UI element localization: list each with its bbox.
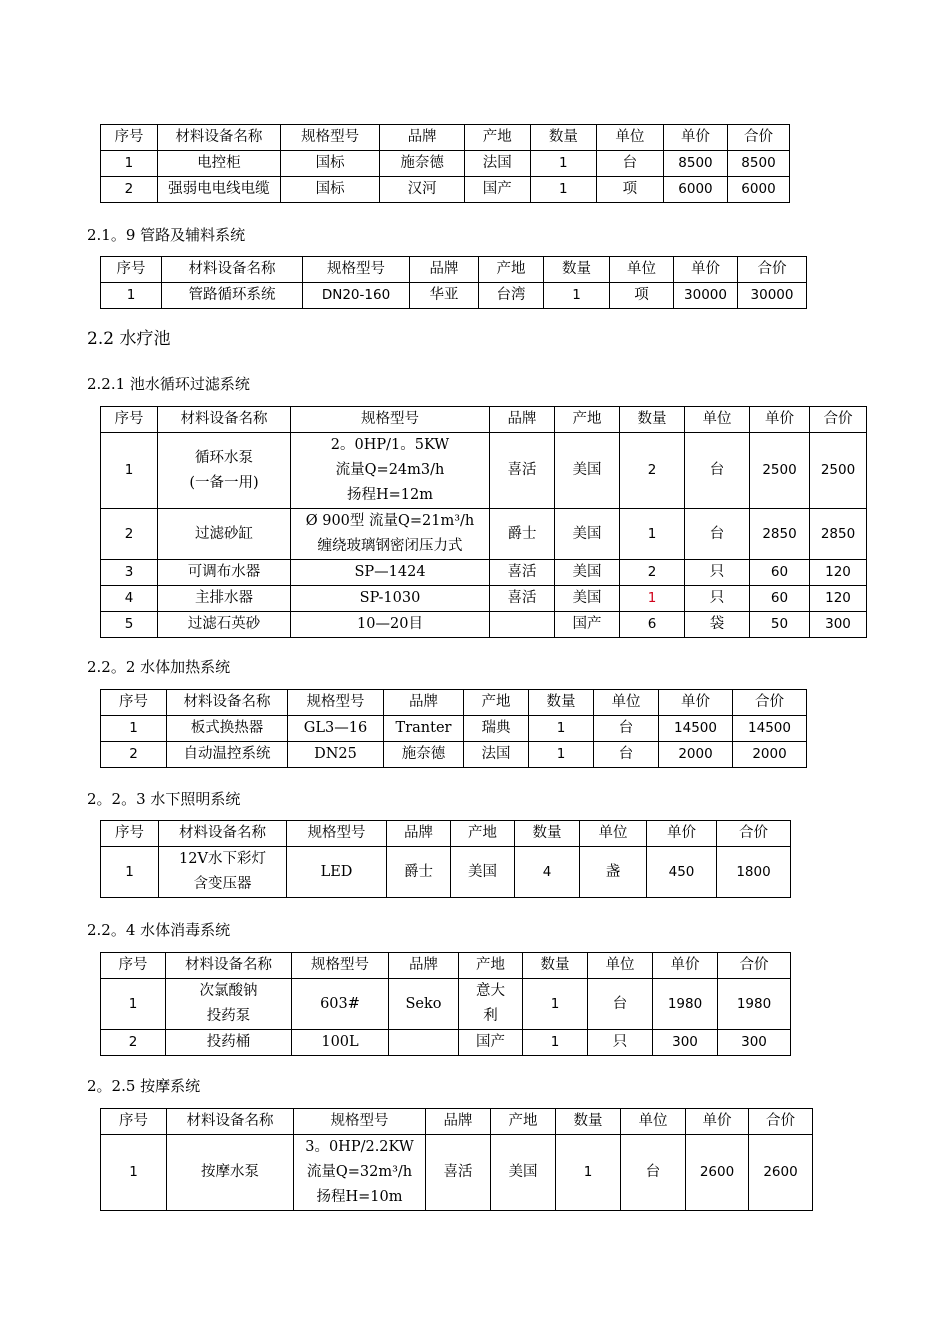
cell-spec (291, 433, 490, 509)
cell-brand: 喜活 (490, 433, 555, 509)
cell-price: 6000 (663, 177, 727, 203)
cell-brand: 华亚 (410, 283, 479, 309)
cell-total: 300 (718, 1030, 791, 1056)
cell-origin: 国产 (464, 177, 530, 203)
cell-unit: 台 (685, 509, 750, 560)
table-row (101, 151, 790, 177)
header-qty: 数量 (529, 690, 594, 716)
cell-name: 可调布水器 (158, 560, 291, 586)
cell-no: 2 (101, 1030, 166, 1056)
cell-spec (294, 1135, 426, 1211)
cell-unit: 台 (588, 979, 653, 1030)
table-header-row (101, 1109, 813, 1135)
cell-spec (291, 509, 490, 560)
table-header-row (101, 953, 791, 979)
cell-spec-line: 扬程H=12m (347, 487, 433, 503)
cell-total: 120 (810, 586, 867, 612)
cell-total: 300 (810, 612, 867, 638)
header-no: 序号 (101, 1109, 167, 1135)
header-name: 材料设备名称 (159, 821, 287, 847)
cell-unit: 盏 (580, 847, 647, 898)
cell-no: 2 (101, 742, 167, 768)
cell-brand: 汉河 (380, 177, 464, 203)
header-total: 合价 (738, 257, 807, 283)
cell-name: 强弱电电线电缆 (157, 177, 280, 203)
cell-origin: 美国 (555, 586, 620, 612)
header-spec: 规格型号 (287, 821, 387, 847)
cell-spec: LED (287, 847, 387, 898)
cell-spec-line: 2。0HP/1。5KW (330, 437, 450, 453)
header-spec: 规格型号 (291, 407, 490, 433)
cell-unit: 台 (621, 1135, 686, 1211)
cell-origin: 瑞典 (464, 716, 529, 742)
header-spec: 规格型号 (280, 125, 380, 151)
table-row (101, 283, 807, 309)
cell-total: 30000 (738, 283, 807, 309)
cell-qty: 4 (515, 847, 580, 898)
cell-total: 120 (810, 560, 867, 586)
cell-unit: 只 (685, 586, 750, 612)
table-massage (100, 1108, 813, 1211)
table-row (101, 586, 867, 612)
header-name: 材料设备名称 (158, 407, 291, 433)
header-no: 序号 (101, 257, 162, 283)
cell-name (158, 433, 291, 509)
cell-name-line: 投药泵 (206, 1008, 251, 1024)
cell-total: 1800 (717, 847, 791, 898)
cell-name: 管路循环系统 (162, 283, 303, 309)
header-origin: 产地 (451, 821, 515, 847)
cell-qty: 1 (523, 1030, 588, 1056)
header-name: 材料设备名称 (162, 257, 303, 283)
section-heading-2-2-2: 2.2。2 水体加热系统 (87, 658, 231, 676)
cell-unit: 台 (596, 151, 663, 177)
header-brand: 品牌 (389, 953, 459, 979)
header-price: 单价 (653, 953, 718, 979)
cell-no: 1 (101, 151, 158, 177)
table-header-row (101, 821, 791, 847)
cell-brand: 施奈德 (380, 151, 464, 177)
cell-price: 30000 (674, 283, 738, 309)
cell-price: 2600 (686, 1135, 749, 1211)
cell-name-line: 12V水下彩灯 (179, 851, 266, 867)
cell-price: 450 (647, 847, 717, 898)
cell-name: 过滤石英砂 (158, 612, 291, 638)
cell-qty: 1 (523, 979, 588, 1030)
cell-qty: 1 (530, 177, 596, 203)
cell-unit: 只 (588, 1030, 653, 1056)
cell-brand: 喜活 (426, 1135, 491, 1211)
header-total: 合价 (727, 125, 789, 151)
cell-name: 板式换热器 (167, 716, 288, 742)
cell-total: 1980 (718, 979, 791, 1030)
cell-name-line: 循环水泵 (195, 449, 253, 466)
cell-total: 14500 (733, 716, 807, 742)
cell-spec: 603# (292, 979, 389, 1030)
cell-origin (459, 979, 523, 1030)
header-brand: 品牌 (380, 125, 464, 151)
cell-unit: 项 (610, 283, 674, 309)
header-no: 序号 (101, 953, 166, 979)
cell-spec: 国标 (280, 177, 380, 203)
cell-brand: 爵士 (490, 509, 555, 560)
table-row (101, 509, 867, 560)
table-row (101, 177, 790, 203)
cell-origin: 法国 (464, 742, 529, 768)
cell-total: 2500 (810, 433, 867, 509)
header-brand: 品牌 (384, 690, 464, 716)
cell-name: 投药桶 (166, 1030, 292, 1056)
cell-name-line: (一备一用) (189, 474, 259, 491)
table-row (101, 847, 791, 898)
header-qty: 数量 (556, 1109, 621, 1135)
header-no: 序号 (101, 407, 158, 433)
table-filtration (100, 406, 867, 638)
cell-origin-line: 利 (483, 1008, 498, 1024)
cell-name (159, 847, 287, 898)
cell-origin: 台湾 (479, 283, 544, 309)
cell-qty-highlighted: 1 (620, 586, 685, 612)
cell-spec: SP-1030 (291, 586, 490, 612)
cell-spec-line: 缠绕玻璃钢密闭压力式 (317, 538, 463, 554)
header-total: 合价 (718, 953, 791, 979)
header-price: 单价 (750, 407, 810, 433)
header-qty: 数量 (530, 125, 596, 151)
header-origin: 产地 (491, 1109, 556, 1135)
header-price: 单价 (659, 690, 733, 716)
table-row (101, 433, 867, 509)
header-brand: 品牌 (490, 407, 555, 433)
header-price: 单价 (686, 1109, 749, 1135)
cell-no: 4 (101, 586, 158, 612)
header-unit: 单位 (596, 125, 663, 151)
cell-price: 60 (750, 560, 810, 586)
cell-name-line: 含变压器 (193, 876, 252, 892)
cell-brand (490, 612, 555, 638)
table-row (101, 560, 867, 586)
cell-price: 300 (653, 1030, 718, 1056)
cell-spec-line: 流量Q=24m3/h (335, 462, 445, 478)
cell-brand: 施奈德 (384, 742, 464, 768)
cell-origin: 美国 (555, 433, 620, 509)
cell-price: 1980 (653, 979, 718, 1030)
header-price: 单价 (647, 821, 717, 847)
section-heading-2-2-1: 2.2.1 池水循环过滤系统 (87, 375, 250, 393)
table-piping (100, 256, 807, 309)
header-qty: 数量 (515, 821, 580, 847)
header-no: 序号 (101, 690, 167, 716)
cell-name: 主排水器 (158, 586, 291, 612)
header-unit: 单位 (580, 821, 647, 847)
header-origin: 产地 (459, 953, 523, 979)
cell-no: 1 (101, 847, 159, 898)
cell-qty: 1 (529, 716, 594, 742)
cell-brand: 喜活 (490, 560, 555, 586)
cell-qty: 6 (620, 612, 685, 638)
header-unit: 单位 (621, 1109, 686, 1135)
table-lighting (100, 820, 791, 898)
cell-qty: 1 (620, 509, 685, 560)
cell-brand: Seko (389, 979, 459, 1030)
cell-spec-line: 流量Q=32m³/h (306, 1164, 413, 1180)
cell-no: 1 (101, 433, 158, 509)
header-price: 单价 (674, 257, 738, 283)
cell-origin: 美国 (491, 1135, 556, 1211)
table-row (101, 716, 807, 742)
header-no: 序号 (101, 821, 159, 847)
cell-brand: Tranter (384, 716, 464, 742)
cell-total: 2600 (749, 1135, 813, 1211)
section-heading-2-2-5: 2。2.5 按摩系统 (87, 1077, 201, 1095)
header-name: 材料设备名称 (167, 1109, 294, 1135)
header-origin: 产地 (464, 690, 529, 716)
cell-no: 1 (101, 1135, 167, 1211)
table-row (101, 742, 807, 768)
cell-price: 60 (750, 586, 810, 612)
table-row (101, 1135, 813, 1211)
cell-total: 2000 (733, 742, 807, 768)
cell-spec: 100L (292, 1030, 389, 1056)
cell-no: 2 (101, 177, 158, 203)
cell-no: 1 (101, 979, 166, 1030)
cell-no: 5 (101, 612, 158, 638)
header-spec: 规格型号 (303, 257, 410, 283)
cell-unit: 袋 (685, 612, 750, 638)
header-unit: 单位 (610, 257, 674, 283)
cell-origin: 美国 (555, 509, 620, 560)
cell-spec: 国标 (280, 151, 380, 177)
header-total: 合价 (810, 407, 867, 433)
header-origin: 产地 (464, 125, 530, 151)
cell-name: 过滤砂缸 (158, 509, 291, 560)
header-unit: 单位 (685, 407, 750, 433)
cell-spec-line: 3。0HP/2.2KW (305, 1139, 414, 1155)
cell-name-line: 次氯酸钠 (199, 983, 258, 999)
table-header-row (101, 257, 807, 283)
header-name: 材料设备名称 (157, 125, 280, 151)
header-name: 材料设备名称 (167, 690, 288, 716)
header-spec: 规格型号 (294, 1109, 426, 1135)
cell-price: 50 (750, 612, 810, 638)
cell-origin: 法国 (464, 151, 530, 177)
table-header-row (101, 407, 867, 433)
cell-origin: 国产 (459, 1030, 523, 1056)
cell-qty: 1 (544, 283, 610, 309)
cell-brand (389, 1030, 459, 1056)
header-total: 合价 (733, 690, 807, 716)
header-no: 序号 (101, 125, 158, 151)
table-row (101, 612, 867, 638)
cell-price: 8500 (663, 151, 727, 177)
section-heading-2-1-9: 2.1。9 管路及辅料系统 (87, 226, 246, 244)
cell-qty: 1 (556, 1135, 621, 1211)
cell-price: 2000 (659, 742, 733, 768)
cell-name (166, 979, 292, 1030)
header-qty: 数量 (523, 953, 588, 979)
cell-spec-line: 扬程H=10m (316, 1189, 403, 1205)
header-price: 单价 (663, 125, 727, 151)
cell-spec: DN20-160 (303, 283, 410, 309)
header-brand: 品牌 (410, 257, 479, 283)
cell-unit: 只 (685, 560, 750, 586)
cell-price: 14500 (659, 716, 733, 742)
cell-spec-line: Ø 900型 流量Q=21m³/h (305, 513, 475, 529)
section-heading-2-2: 2.2 水疗池 (87, 329, 171, 349)
header-total: 合价 (717, 821, 791, 847)
cell-total: 8500 (727, 151, 789, 177)
cell-spec: SP—1424 (291, 560, 490, 586)
header-qty: 数量 (620, 407, 685, 433)
header-qty: 数量 (544, 257, 610, 283)
section-heading-2-2-3: 2。2。3 水下照明系统 (87, 790, 241, 808)
header-spec: 规格型号 (288, 690, 384, 716)
table-electrical (100, 124, 790, 203)
cell-origin: 美国 (555, 560, 620, 586)
cell-spec: GL3—16 (288, 716, 384, 742)
cell-no: 3 (101, 560, 158, 586)
cell-origin: 国产 (555, 612, 620, 638)
cell-unit: 台 (685, 433, 750, 509)
table-row (101, 1030, 791, 1056)
cell-unit: 项 (596, 177, 663, 203)
cell-name: 电控柜 (157, 151, 280, 177)
cell-brand: 喜活 (490, 586, 555, 612)
cell-qty: 1 (529, 742, 594, 768)
cell-origin-line: 意大 (476, 983, 505, 999)
cell-qty: 2 (620, 560, 685, 586)
header-name: 材料设备名称 (166, 953, 292, 979)
cell-price: 2500 (750, 433, 810, 509)
cell-total: 2850 (810, 509, 867, 560)
section-heading-2-2-4: 2.2。4 水体消毒系统 (87, 921, 231, 939)
cell-name: 自动温控系统 (167, 742, 288, 768)
cell-qty: 2 (620, 433, 685, 509)
cell-no: 1 (101, 283, 162, 309)
cell-total: 6000 (727, 177, 789, 203)
cell-no: 2 (101, 509, 158, 560)
header-unit: 单位 (588, 953, 653, 979)
cell-qty: 1 (530, 151, 596, 177)
header-origin: 产地 (555, 407, 620, 433)
cell-spec: DN25 (288, 742, 384, 768)
cell-spec: 10—20目 (291, 612, 490, 638)
cell-brand: 爵士 (387, 847, 451, 898)
cell-origin: 美国 (451, 847, 515, 898)
cell-unit: 台 (594, 716, 659, 742)
header-origin: 产地 (479, 257, 544, 283)
header-total: 合价 (749, 1109, 813, 1135)
table-header-row (101, 125, 790, 151)
table-heating (100, 689, 807, 768)
table-row (101, 979, 791, 1030)
header-brand: 品牌 (387, 821, 451, 847)
table-disinfection (100, 952, 791, 1056)
header-brand: 品牌 (426, 1109, 491, 1135)
table-header-row (101, 690, 807, 716)
header-unit: 单位 (594, 690, 659, 716)
cell-price: 2850 (750, 509, 810, 560)
cell-no: 1 (101, 716, 167, 742)
cell-name: 按摩水泵 (167, 1135, 294, 1211)
cell-unit: 台 (594, 742, 659, 768)
header-spec: 规格型号 (292, 953, 389, 979)
